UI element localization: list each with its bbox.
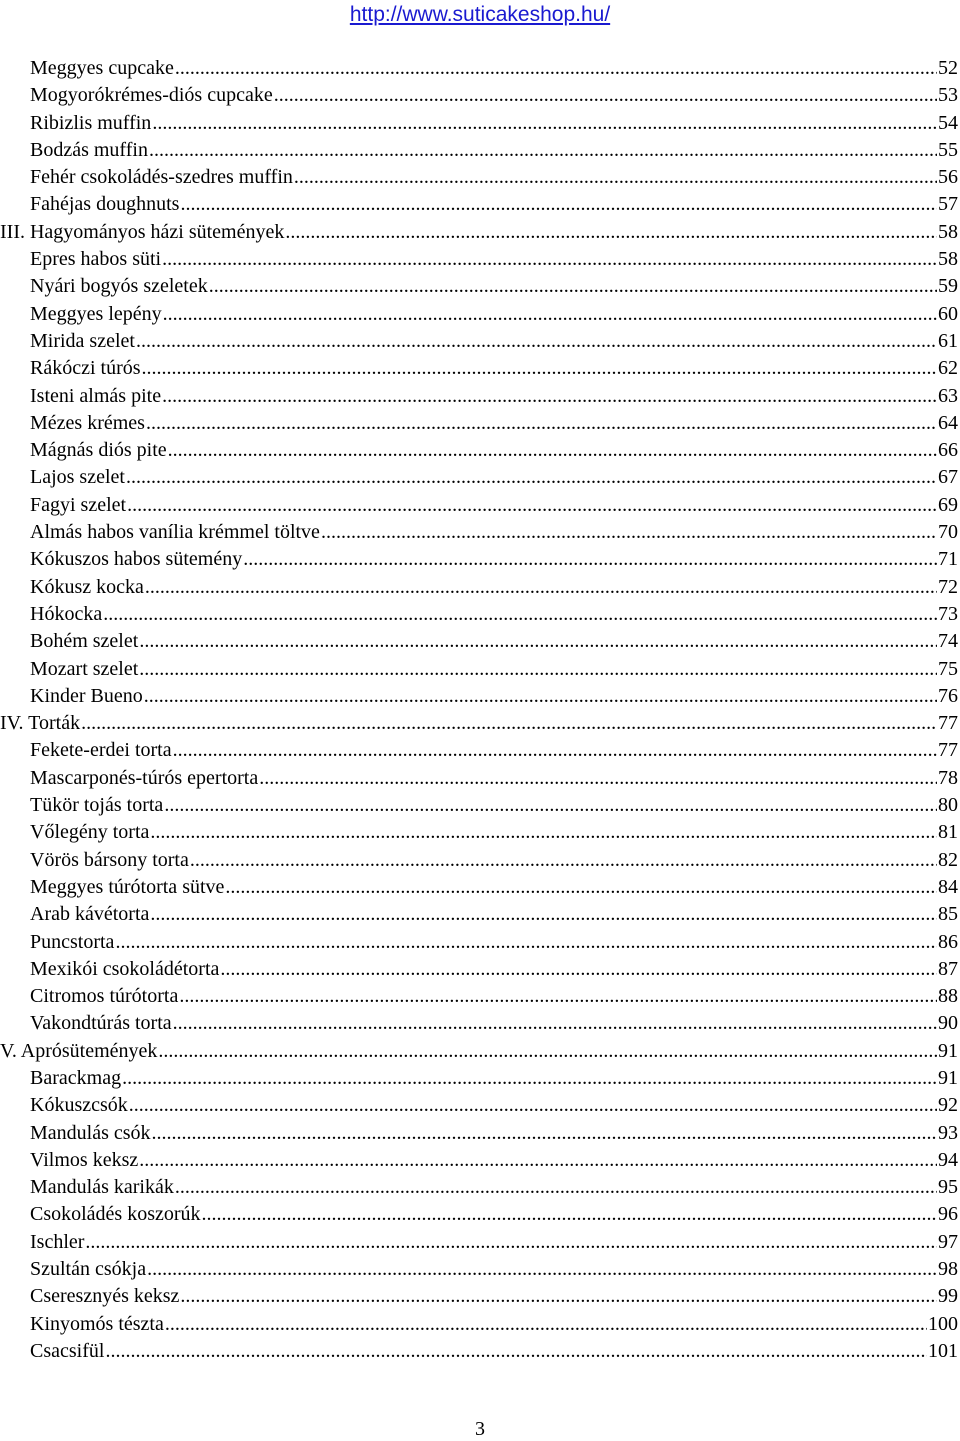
toc-entry[interactable] bbox=[0, 275, 958, 302]
toc-entry[interactable] bbox=[0, 1149, 958, 1176]
toc-entry-title: Bohém szelet bbox=[30, 630, 139, 653]
toc-entry-title: Tükör tojás torta bbox=[30, 794, 164, 817]
toc-dot-leader bbox=[139, 1149, 937, 1172]
toc-entry-page: 92 bbox=[938, 1094, 958, 1117]
toc-entry[interactable] bbox=[0, 1258, 958, 1285]
toc-dot-leader bbox=[164, 794, 937, 817]
toc-entry-title: Meggyes cupcake bbox=[30, 57, 174, 79]
toc-entry-title: Mézes krémes bbox=[30, 411, 145, 434]
toc-entry[interactable] bbox=[0, 1313, 958, 1340]
toc-entry-page: 72 bbox=[938, 575, 958, 598]
toc-entry[interactable] bbox=[0, 1231, 958, 1258]
toc-entry-title: Mogyorókrémes-diós cupcake bbox=[30, 84, 273, 107]
toc-entry-title: Fagyi szelet bbox=[30, 493, 127, 516]
toc-entry-page: 75 bbox=[938, 657, 958, 680]
toc-dot-leader bbox=[105, 1340, 927, 1363]
toc-entry-title: Almás habos vanília krémmel töltve bbox=[30, 521, 320, 544]
toc-dot-leader bbox=[158, 1040, 937, 1063]
header-url-link[interactable]: http://www.suticakeshop.hu/ bbox=[349, 3, 611, 26]
toc-entry-page: 93 bbox=[938, 1121, 958, 1144]
toc-dot-leader bbox=[149, 139, 937, 162]
toc-entry[interactable] bbox=[0, 466, 958, 493]
toc-entry[interactable] bbox=[0, 685, 958, 712]
toc-entry[interactable] bbox=[0, 1122, 958, 1149]
toc-dot-leader bbox=[144, 685, 937, 708]
toc-entry-page: 56 bbox=[938, 166, 958, 189]
toc-entry[interactable] bbox=[0, 330, 958, 357]
toc-entry[interactable] bbox=[0, 658, 958, 685]
toc-entry-page: 57 bbox=[938, 193, 958, 216]
toc-entry-title: Csacsifül bbox=[30, 1339, 105, 1362]
toc-entry[interactable] bbox=[0, 193, 958, 220]
toc-dot-leader bbox=[142, 357, 937, 380]
toc-entry-page: 73 bbox=[938, 602, 958, 625]
toc-entry-page: 70 bbox=[938, 521, 958, 544]
toc-entry[interactable] bbox=[0, 84, 958, 111]
toc-dot-leader bbox=[180, 1285, 937, 1308]
toc-entry-title: Meggyes túrótorta sütve bbox=[30, 875, 225, 898]
toc-dot-leader bbox=[175, 57, 937, 80]
toc-entry-page: 67 bbox=[938, 466, 958, 489]
toc-entry-page: 77 bbox=[938, 739, 958, 762]
toc-entry[interactable] bbox=[0, 767, 958, 794]
toc-entry-title: Fekete-erdei torta bbox=[30, 739, 172, 762]
toc-entry-title: Barackmag bbox=[30, 1066, 122, 1089]
toc-entry-title: Arab kávétorta bbox=[30, 903, 150, 926]
toc-dot-leader bbox=[127, 494, 937, 517]
toc-dot-leader bbox=[259, 767, 937, 790]
toc-entry[interactable] bbox=[0, 221, 958, 248]
toc-entry-title: Vakondtúrás torta bbox=[30, 1012, 172, 1035]
toc-dot-leader bbox=[173, 739, 937, 762]
toc-entry-title: Citromos túrótorta bbox=[30, 985, 179, 1008]
toc-dot-leader bbox=[146, 412, 937, 435]
toc-dot-leader bbox=[150, 903, 937, 926]
toc-entry-title: Puncstorta bbox=[30, 930, 115, 953]
toc-entry-page: 66 bbox=[938, 439, 958, 462]
toc-entry[interactable] bbox=[0, 958, 958, 985]
toc-entry-title: Mexikói csokoládétorta bbox=[30, 957, 220, 980]
toc-entry[interactable] bbox=[0, 931, 958, 958]
toc-dot-leader bbox=[180, 193, 937, 216]
toc-entry-title: Ischler bbox=[30, 1230, 85, 1253]
toc-entry-title: Mágnás diós pite bbox=[30, 439, 167, 462]
toc-dot-leader bbox=[162, 385, 937, 408]
toc-dot-leader bbox=[209, 275, 937, 298]
toc-entry-title: Mandulás csók bbox=[30, 1121, 151, 1144]
toc-dot-leader bbox=[115, 931, 937, 954]
toc-entry[interactable] bbox=[0, 1203, 958, 1230]
toc-entry-title: Vőlegény torta bbox=[30, 821, 150, 844]
toc-dot-leader bbox=[285, 221, 937, 244]
toc-entry-page: 71 bbox=[938, 548, 958, 571]
toc-entry-title: Kókusz kocka bbox=[30, 575, 144, 598]
page-number: 3 bbox=[475, 1418, 485, 1440]
toc-dot-leader bbox=[202, 1203, 937, 1226]
toc-entry-page: 88 bbox=[938, 985, 958, 1008]
toc-entry-title: Fahéjas doughnuts bbox=[30, 193, 180, 216]
toc-entry-page: 54 bbox=[938, 111, 958, 134]
toc-entry[interactable] bbox=[0, 57, 958, 84]
toc-entry[interactable] bbox=[0, 1012, 958, 1039]
toc-dot-leader bbox=[150, 821, 937, 844]
toc-dot-leader bbox=[225, 876, 937, 899]
toc-entry[interactable] bbox=[0, 903, 958, 930]
toc-dot-leader bbox=[190, 849, 937, 872]
toc-entry-page: 85 bbox=[938, 903, 958, 926]
toc-entry-title: Mandulás karikák bbox=[30, 1176, 174, 1199]
toc-entry-title: Kókuszos habos sütemény bbox=[30, 548, 243, 571]
toc-entry-page: 91 bbox=[938, 1039, 958, 1062]
toc-entry[interactable] bbox=[0, 1176, 958, 1203]
toc-dot-leader bbox=[129, 1094, 937, 1117]
toc-dot-leader bbox=[294, 166, 937, 189]
toc-entry-page: 76 bbox=[938, 684, 958, 707]
toc-dot-leader bbox=[243, 548, 937, 571]
toc-dot-leader bbox=[122, 1067, 937, 1090]
toc-entry[interactable] bbox=[0, 1340, 958, 1367]
toc-entry[interactable] bbox=[0, 166, 958, 193]
toc-entry-page: 58 bbox=[938, 248, 958, 271]
toc-dot-leader bbox=[173, 1012, 937, 1035]
toc-entry-page: 84 bbox=[938, 875, 958, 898]
toc-dot-leader bbox=[152, 1122, 937, 1145]
toc-entry-page: 60 bbox=[938, 302, 958, 325]
toc-entry-page: 82 bbox=[938, 848, 958, 871]
toc-entry-title: Cseresznyés keksz bbox=[30, 1285, 180, 1308]
toc-entry-page: 97 bbox=[938, 1230, 958, 1253]
toc-entry-page: 86 bbox=[938, 930, 958, 953]
toc-entry-title: Bodzás muffin bbox=[30, 138, 148, 161]
toc-entry-title: Mirida szelet bbox=[30, 329, 135, 352]
toc-entry[interactable] bbox=[0, 1067, 958, 1094]
toc-entry-title: Csokoládés koszorúk bbox=[30, 1203, 201, 1226]
toc-entry[interactable] bbox=[0, 494, 958, 521]
table-of-contents bbox=[0, 57, 958, 1367]
toc-dot-leader bbox=[321, 521, 937, 544]
toc-entry[interactable] bbox=[0, 1285, 958, 1312]
toc-entry-title: Kinder Bueno bbox=[30, 684, 143, 707]
toc-entry-title: Vörös bársony torta bbox=[30, 848, 189, 871]
toc-entry-page: 77 bbox=[938, 712, 958, 735]
toc-entry[interactable] bbox=[0, 876, 958, 903]
toc-entry-page: 101 bbox=[928, 1339, 958, 1362]
toc-dot-leader bbox=[152, 112, 937, 135]
toc-entry[interactable] bbox=[0, 139, 958, 166]
toc-entry[interactable] bbox=[0, 412, 958, 439]
toc-entry-title: V. Aprósütemények bbox=[0, 1039, 158, 1062]
toc-entry-page: 59 bbox=[938, 275, 958, 298]
toc-dot-leader bbox=[179, 985, 937, 1008]
toc-dot-leader bbox=[85, 1231, 937, 1254]
toc-entry-page: 74 bbox=[938, 630, 958, 653]
toc-entry-page: 95 bbox=[938, 1176, 958, 1199]
toc-entry-page: 94 bbox=[938, 1148, 958, 1171]
toc-entry[interactable] bbox=[0, 521, 958, 548]
toc-entry[interactable] bbox=[0, 112, 958, 139]
toc-entry-title: Kókuszcsók bbox=[30, 1094, 128, 1117]
toc-dot-leader bbox=[147, 1258, 937, 1281]
toc-entry[interactable] bbox=[0, 303, 958, 330]
toc-entry[interactable] bbox=[0, 548, 958, 575]
toc-entry-title: Hókocka bbox=[30, 602, 103, 625]
toc-entry-title: Lajos szelet bbox=[30, 466, 125, 489]
toc-entry[interactable] bbox=[0, 385, 958, 412]
toc-entry-page: 63 bbox=[938, 384, 958, 407]
toc-entry[interactable] bbox=[0, 739, 958, 766]
toc-entry-page: 62 bbox=[938, 357, 958, 380]
toc-dot-leader bbox=[103, 603, 937, 626]
toc-dot-leader bbox=[165, 1313, 927, 1336]
toc-entry[interactable] bbox=[0, 849, 958, 876]
toc-entry-title: Epres habos süti bbox=[30, 248, 162, 271]
toc-entry[interactable] bbox=[0, 357, 958, 384]
toc-entry-title: Fehér csokoládés-szedres muffin bbox=[30, 166, 293, 189]
toc-entry-page: 81 bbox=[938, 821, 958, 844]
toc-dot-leader bbox=[139, 630, 937, 653]
toc-entry-page: 91 bbox=[938, 1066, 958, 1089]
toc-entry-page: 96 bbox=[938, 1203, 958, 1226]
toc-entry-title: Mascarponés-túrós epertorta bbox=[30, 766, 259, 789]
toc-dot-leader bbox=[168, 439, 937, 462]
toc-entry[interactable] bbox=[0, 439, 958, 466]
toc-entry-page: 100 bbox=[928, 1312, 958, 1335]
toc-entry[interactable] bbox=[0, 1094, 958, 1121]
toc-dot-leader bbox=[126, 466, 937, 489]
toc-entry[interactable] bbox=[0, 794, 958, 821]
toc-entry-title: Isteni almás pite bbox=[30, 384, 162, 407]
toc-entry[interactable] bbox=[0, 712, 958, 739]
toc-entry-title: Kinyomós tészta bbox=[30, 1312, 164, 1335]
toc-dot-leader bbox=[175, 1176, 937, 1199]
toc-dot-leader bbox=[139, 658, 937, 681]
toc-entry-page: 53 bbox=[938, 84, 958, 107]
toc-entry-page: 58 bbox=[938, 220, 958, 243]
toc-entry-page: 98 bbox=[938, 1258, 958, 1281]
toc-dot-leader bbox=[163, 303, 937, 326]
toc-entry-title: Ribizlis muffin bbox=[30, 111, 152, 134]
toc-entry-title: Mozart szelet bbox=[30, 657, 139, 680]
toc-entry[interactable] bbox=[0, 821, 958, 848]
toc-entry-page: 64 bbox=[938, 411, 958, 434]
toc-dot-leader bbox=[81, 712, 937, 735]
toc-entry-page: 52 bbox=[938, 57, 958, 79]
toc-dot-leader bbox=[220, 958, 937, 981]
toc-dot-leader bbox=[145, 576, 937, 599]
toc-entry-title: IV. Torták bbox=[0, 712, 81, 735]
toc-entry-page: 90 bbox=[938, 1012, 958, 1035]
toc-entry-page: 87 bbox=[938, 957, 958, 980]
toc-entry[interactable] bbox=[0, 1040, 958, 1067]
toc-dot-leader bbox=[136, 330, 937, 353]
toc-entry-title: Rákóczi túrós bbox=[30, 357, 141, 380]
toc-entry-title: Szultán csókja bbox=[30, 1258, 147, 1281]
toc-entry-title: Vilmos keksz bbox=[30, 1148, 139, 1171]
toc-entry[interactable] bbox=[0, 985, 958, 1012]
toc-entry-page: 55 bbox=[938, 138, 958, 161]
toc-entry-title: III. Hagyományos házi sütemények bbox=[0, 220, 285, 243]
toc-entry-title: Nyári bogyós szeletek bbox=[30, 275, 208, 298]
toc-entry[interactable] bbox=[0, 248, 958, 275]
toc-entry-page: 80 bbox=[938, 794, 958, 817]
toc-entry-page: 78 bbox=[938, 766, 958, 789]
toc-entry[interactable] bbox=[0, 576, 958, 603]
toc-entry-title: Meggyes lepény bbox=[30, 302, 162, 325]
toc-entry-page: 61 bbox=[938, 329, 958, 352]
toc-entry-page: 99 bbox=[938, 1285, 958, 1308]
toc-dot-leader bbox=[274, 84, 937, 107]
toc-entry-page: 69 bbox=[938, 493, 958, 516]
toc-dot-leader bbox=[162, 248, 937, 271]
toc-entry[interactable] bbox=[0, 630, 958, 657]
toc-entry[interactable] bbox=[0, 603, 958, 630]
